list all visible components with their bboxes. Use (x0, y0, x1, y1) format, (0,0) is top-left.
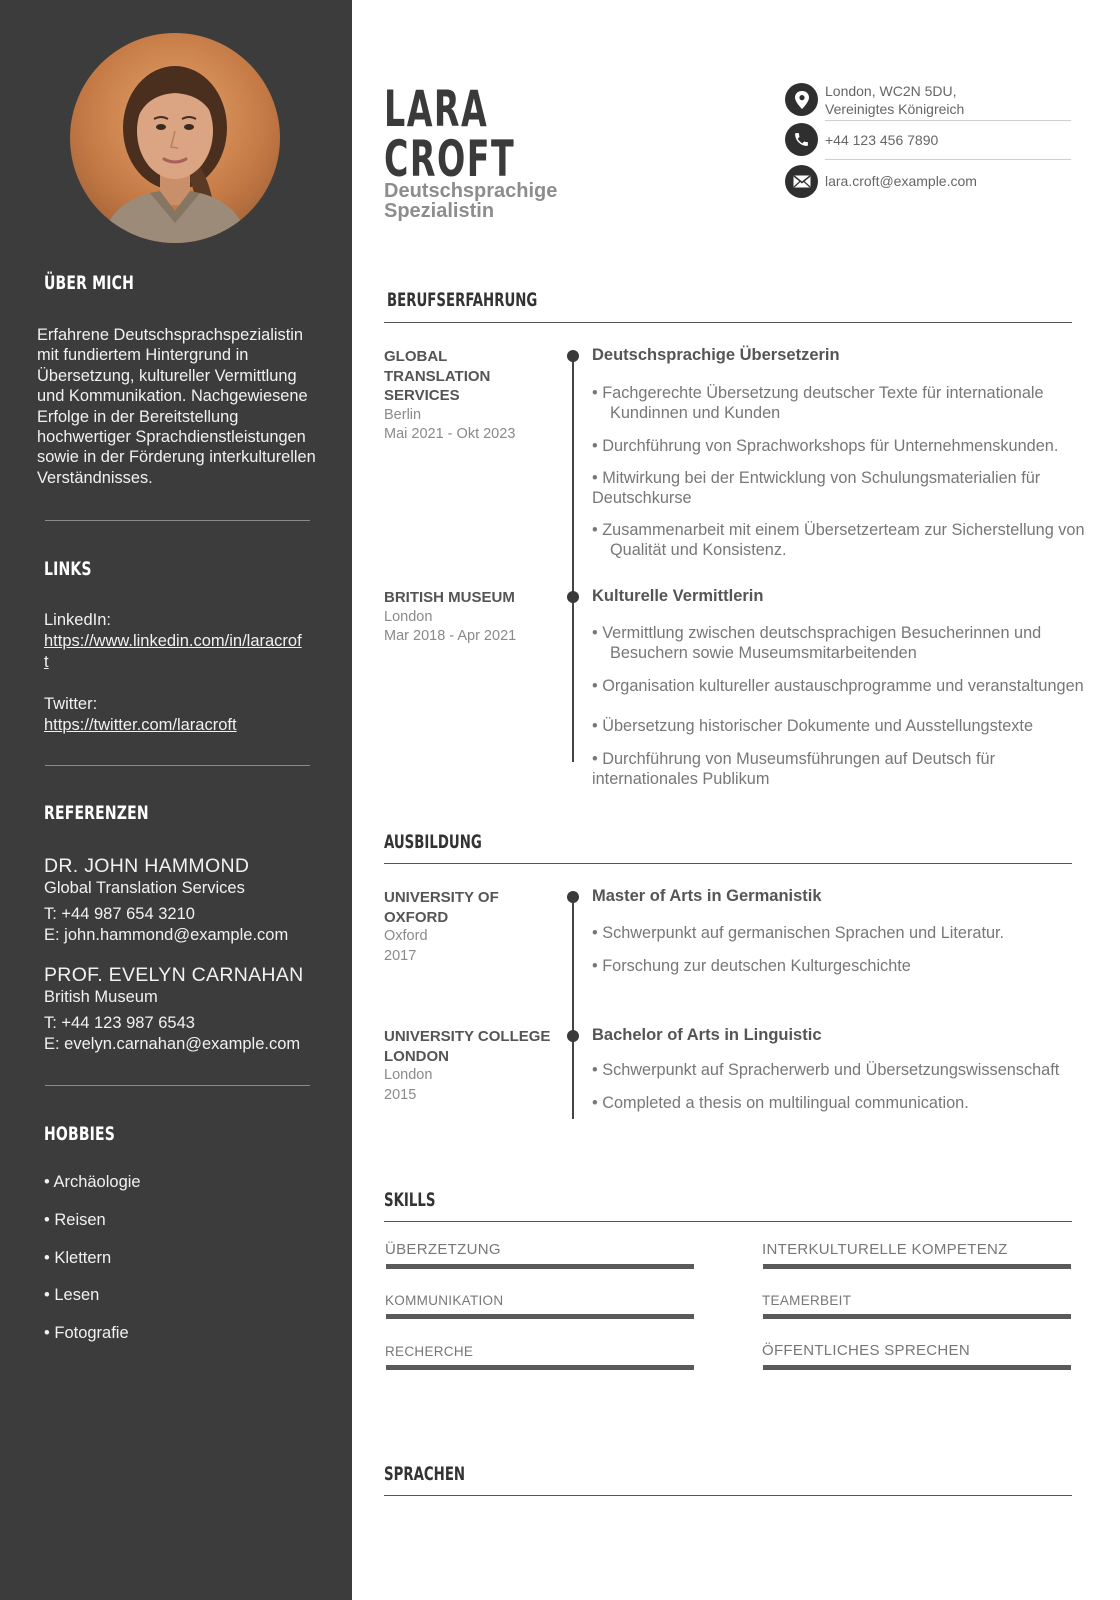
institution-name: UNIVERSITY COLLEGE LONDON (384, 1028, 551, 1065)
education-bullet: • Schwerpunkt auf germanischen Sprachen und Literatur. (592, 924, 1005, 942)
skill-bar (763, 1314, 1071, 1319)
references-heading: REFERENZEN (44, 802, 149, 824)
skill-label: TEAMERBEIT (762, 1293, 852, 1308)
reference-phone: T: +44 987 654 3210 (44, 905, 195, 923)
hobby-item: • Klettern (44, 1249, 112, 1267)
address-line: Vereinigtes Königreich (825, 101, 965, 117)
contact-email: lara.croft@example.com (825, 173, 977, 189)
contact-divider (825, 159, 1071, 160)
linkedin-link[interactable]: https://www.linkedin.com/in/laracroft (44, 632, 302, 671)
sidebar-divider (45, 765, 310, 766)
reference-org: British Museum (44, 988, 158, 1006)
experience-bullet: • Durchführung von Museumsführungen auf Deutsch für internationales Publikum (592, 750, 996, 788)
hobby-item: • Lesen (44, 1286, 100, 1304)
institution-block (384, 888, 554, 966)
employer-location: Berlin (384, 406, 422, 423)
experience-bullet: • Fachgerechte Übersetzung deutscher Texte für internationale Kundinnen und Kunden (592, 384, 1044, 422)
skill-bar (763, 1365, 1071, 1370)
hobby-item: • Archäologie (44, 1173, 141, 1191)
address-line: London, WC2N 5DU, (825, 83, 957, 99)
section-divider (384, 1495, 1072, 1496)
employer-name: GLOBAL TRANSLATION SERVICES (384, 348, 491, 404)
experience-bullet: • Organisation kultureller austauschprogramme und veranstaltungen (592, 677, 1084, 695)
skills-heading: SKILLS (384, 1190, 436, 1211)
education-timeline (572, 897, 574, 1119)
degree-title: Bachelor of Arts in Linguistic (592, 1026, 822, 1044)
link-linkedin (44, 610, 306, 673)
about-heading: ÜBER MICH (44, 272, 134, 294)
reference-name: PROF. EVELYN CARNAHAN (44, 964, 304, 986)
hobby-item: • Fotografie (44, 1324, 129, 1342)
education-bullet: • Forschung zur deutschen Kulturgeschichte (592, 957, 911, 975)
skill-label: ÜBERZETZUNG (385, 1241, 501, 1258)
contact-phone: +44 123 456 7890 (825, 132, 939, 148)
skill-bar (386, 1314, 694, 1319)
last-name: CROFT (384, 130, 516, 188)
reference-name: DR. JOHN HAMMOND (44, 855, 250, 877)
skill-label: RECHERCHE (385, 1344, 474, 1359)
timeline-dot (567, 1030, 579, 1042)
section-divider (384, 322, 1072, 323)
graduation-year: 2017 (384, 947, 417, 964)
sidebar-divider (45, 1085, 310, 1086)
hobby-item: • Reisen (44, 1211, 106, 1229)
job-title: Deutschsprachige Spezialistin (384, 180, 558, 222)
experience-bullet: • Übersetzung historischer Dokumente und Ausstellungstexte (592, 717, 1034, 735)
languages-heading: SPRACHEN (384, 1464, 466, 1485)
education-bullet: • Completed a thesis on multilingual communication. (592, 1094, 969, 1112)
institution-name: UNIVERSITY OF OXFORD (384, 889, 499, 926)
graduation-year: 2015 (384, 1086, 417, 1103)
sidebar (0, 0, 352, 1600)
link-label: LinkedIn: (44, 611, 111, 629)
skill-bar (763, 1264, 1071, 1269)
sidebar-divider (45, 520, 310, 521)
section-divider (384, 863, 1072, 864)
skill-label: INTERKULTURELLE KOMPETENZ (762, 1241, 1008, 1258)
location-pin-icon (785, 83, 818, 116)
timeline-dot (567, 591, 579, 603)
experience-bullet: • Durchführung von Sprachworkshops für Unternehmenskunden. (592, 437, 1059, 455)
reference-item (44, 854, 344, 946)
portrait-illustration (70, 33, 280, 243)
reference-org: Global Translation Services (44, 879, 245, 897)
link-twitter (44, 694, 306, 736)
experience-bullet: • Vermittlung zwischen deutschsprachigen Besucherinnen und Besuchern sowie Museumsmitarbeitenden (592, 624, 1042, 662)
email-icon (785, 165, 818, 198)
reference-item (44, 963, 344, 1055)
education-heading: AUSBILDUNG (384, 832, 482, 853)
education-bullet: • Schwerpunkt auf Spracherwerb und Übersetzungswissenschaft (592, 1061, 1060, 1079)
link-label: Twitter: (44, 695, 98, 713)
hobbies-heading: HOBBIES (44, 1123, 116, 1145)
experience-heading: BERUFSERFAHRUNG (387, 290, 538, 311)
contact-divider (825, 120, 1071, 121)
reference-email: E: evelyn.carnahan@example.com (44, 1035, 301, 1053)
employer-name: BRITISH MUSEUM (384, 589, 515, 606)
institution-block (384, 1027, 554, 1105)
skill-bar (386, 1264, 694, 1269)
reference-email: E: john.hammond@example.com (44, 926, 289, 944)
section-divider (384, 1221, 1072, 1222)
phone-icon (785, 123, 818, 156)
timeline-dot (567, 350, 579, 362)
contact-address (825, 82, 964, 118)
experience-bullet: • Mitwirkung bei der Entwicklung von Schulungsmaterialien für Deutschkurse (592, 469, 1041, 507)
employer-block (384, 588, 554, 647)
institution-location: Oxford (384, 928, 428, 944)
first-name: LARA (384, 80, 489, 138)
degree-title: Master of Arts in Germanistik (592, 887, 822, 905)
role-title: Deutschsprachige Übersetzerin (592, 346, 840, 364)
skill-bar (386, 1365, 694, 1370)
links-heading: LINKS (44, 558, 92, 580)
skill-label: ÖFFENTLICHES SPRECHEN (762, 1342, 970, 1359)
role-title: Kulturelle Vermittlerin (592, 587, 764, 605)
employment-dates: Mai 2021 - Okt 2023 (384, 426, 516, 442)
institution-location: London (384, 1067, 433, 1083)
profile-photo (70, 33, 280, 243)
twitter-link[interactable]: https://twitter.com/laracroft (44, 716, 237, 734)
employer-location: London (384, 608, 433, 625)
employer-block (384, 347, 554, 445)
reference-phone: T: +44 123 987 6543 (44, 1014, 195, 1032)
employment-dates: Mar 2018 - Apr 2021 (384, 628, 517, 644)
timeline-dot (567, 891, 579, 903)
skill-label: KOMMUNIKATION (385, 1293, 504, 1308)
experience-bullet: • Zusammenarbeit mit einem Übersetzerteam zur Sicherstellung von Qualität und Konsistenz. (592, 521, 1085, 559)
experience-timeline (572, 356, 574, 762)
about-text: Erfahrene Deutschsprachspezialistin mit fundiertem Hintergrund in Übersetzung, kultureller Vermittlung und Kommunikation. Nachgewiesene Erfolge in der Bereitstellung hochwertiger Sprachdienstleistungen sowie in der Förderung interkulturellen Verständnisses. (37, 326, 316, 487)
